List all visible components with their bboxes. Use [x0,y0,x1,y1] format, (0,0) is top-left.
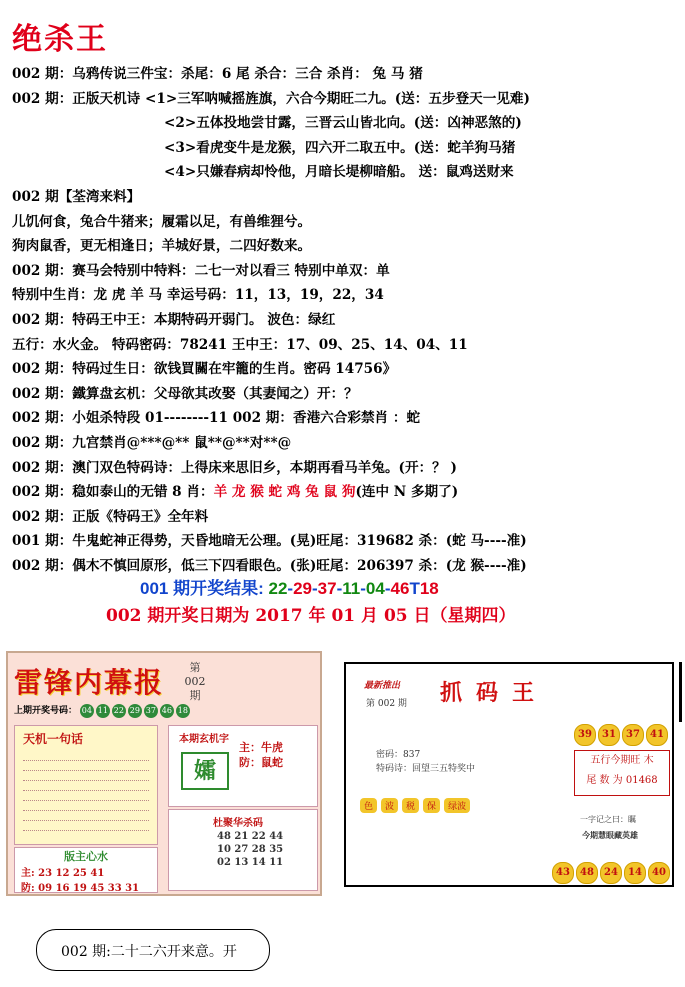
xuanji-picks [239,740,283,770]
zhuama-tag: 最新推出 [364,681,401,691]
result-num-3: 37 [317,579,337,598]
shama-row: 48 21 22 44 [217,831,284,842]
line-18 [12,480,682,505]
note-line: 今期慧眼藏英雄 [582,830,638,840]
chip: 保 [423,798,440,813]
ball-label: 上期开奖号码： [14,706,78,716]
line-21: 002 期：偶木不慎回原形，低三下四看眼色。(张)旺尾：206397 杀：(龙 猴----准) [12,557,527,574]
leifeng-panel [6,651,322,896]
result-dash: - [360,579,366,598]
wuxing-box [574,750,670,796]
draw-result [140,574,439,599]
wuxing-line: 五行今期旺 木 [590,755,654,766]
shama-row: 10 27 28 35 [217,844,284,855]
issue-a: 第 [189,661,201,674]
line-1: 002 期：乌鸦传说三件宝：杀尾：6 尾 杀合：三合 杀肖： 兔 马 猪 [12,66,423,82]
pw-value: 837 [403,750,421,760]
line-4: <3>看虎变牛是龙猴，四六开二取五中。(送：蛇羊狗马猪 [164,139,516,156]
content-lines [12,62,682,578]
chip: 税 [402,798,419,813]
line-14: 002 期：鐵算盘玄机：父母欲其改娶（其妻闻之）开：？ [12,385,358,402]
eight-zodiac-tail: (连中 N 多期了) [355,484,459,501]
te-label: 特码诗： [376,764,413,774]
divider-line [679,662,682,722]
cloud-bubble [36,929,270,971]
banzhu-box [14,847,158,893]
result-num-5: 04 [365,579,385,598]
ball: 18 [176,704,190,718]
xuanji-alt: 防：鼠蛇 [239,756,283,769]
pw-label: 密码： [376,750,404,760]
cloud-text: 002 期:二十二六开来意。开 [61,944,237,960]
tianji-box [14,725,158,845]
line-13: 002 期：特码过生日：欲钱買關在牢籠的生肖。密码 14756》 [12,361,397,378]
leifeng-issue [180,661,210,703]
xuanji-char: 孀 [181,752,229,790]
line-19: 002 期：正版《特码王》全年料 [12,508,209,525]
result-dash: - [384,579,391,598]
xuanji-box [168,725,318,807]
result-num-4: 11 [342,579,361,598]
result-prefix: 001 期开奖结果: [140,579,269,598]
ball: 29 [128,704,142,718]
line-3: <2>五体投地尝甘露，三晋云山皆北向。(送：凶神恶煞的) [164,115,522,132]
bottom-num: 14 [624,862,646,884]
page-title: 绝杀王 [12,22,108,57]
tianji-title: 天机一句话 [23,732,84,746]
line-5: <4>只嫌春病却怜他，月暗长堤柳暗船。 送：鼠鸡送财来 [164,164,514,181]
line-9: 002 期：赛马会特别中特料：二七一对以看三 特别中单双：单 [12,262,390,279]
draw-date: 002 期开奖日期为 2017 年 01 月 05 日（星期四） [106,606,516,626]
line-17: 002 期：澳门双色特码诗：上得床来思旧乡，本期再看马羊兔。(开：？ ) [12,459,457,476]
ball: 22 [112,704,126,718]
top-num: 41 [646,724,668,746]
line-7: 儿饥何食，兔合牛猪来；履霜以足，有兽维狸兮。 [12,213,312,230]
shama-box [168,809,318,891]
shama-title: 杜聚华杀码 [213,818,263,829]
zhuama-title: 抓码王 [440,680,549,706]
result-num-7: 18 [419,579,439,598]
ball: 04 [80,704,94,718]
line-15: 002 期：小姐杀特段 01--------11 002 期：香港六合彩禁肖 ：蛇 [12,410,421,427]
top-num: 31 [598,724,620,746]
tail-line: 尾 数 为 01468 [586,775,658,786]
top-num: 39 [574,724,596,746]
chip: 波 [381,798,398,813]
line-6: 002 期【荃湾来料】 [12,188,141,205]
result-dash: - [336,579,343,598]
shama-numbers [217,830,283,869]
line-10: 特别中生肖：龙 虎 羊 马 幸运号码：11，13，19，22，34 [12,287,384,304]
result-dash: - [287,579,294,598]
bottom-num: 40 [648,862,670,884]
banzhu-main: 主: 23 12 25 41 [21,868,105,879]
banzhu-alt: 防: 09 16 19 45 33 31 [21,883,140,894]
result-t: T [409,579,420,598]
eight-zodiac: 羊 龙 猴 蛇 鸡 兔 鼠 狗 [213,484,356,501]
xuanji-main: 主：牛虎 [239,741,283,754]
bottom-num: 48 [576,862,598,884]
top-num: 37 [622,724,644,746]
ball: 37 [144,704,158,718]
issue-b: 002 [184,675,206,688]
zhuama-issue: 第 002 期 [366,699,407,709]
line-11: 002 期：特码王中王：本期特码开弱门。 波色：绿红 [12,311,336,328]
shama-row: 02 13 14 11 [217,857,284,868]
te-value: 回望三五特奖中 [412,764,476,774]
line-8: 狗肉鼠香，更无相逢日；羊城好景，二四好数来。 [12,238,312,255]
color-chips [360,798,474,813]
line-16: 002 期：九宫禁肖@***@** 鼠**@**对**@ [12,434,292,451]
xuanji-title: 本期玄机字 [179,734,229,745]
leifeng-header: 雷锋内幕报 [14,666,165,699]
result-dash: - [312,579,318,598]
line-2: 002 期：正版天机诗 <1>三军呐喊摇旌旗，六合今期旺二九。(送：五步登天一见难) [12,90,530,107]
ball: 11 [96,704,110,718]
chip: 色 [360,798,377,813]
bottom-num: 24 [600,862,622,884]
result-num-6: 46 [390,579,410,598]
zhuama-panel [344,662,674,887]
bottom-num: 43 [552,862,574,884]
zhuama-password [376,748,475,776]
result-num-1: 22 [268,579,288,598]
ball: 46 [160,704,174,718]
line-12: 五行：水火金。 特码密码：78241 王中王：17、09、25、14、04、11 [12,336,468,353]
leifeng-balls [14,703,192,718]
line-20: 001 期：牛鬼蛇神正得势，天昏地暗无公理。(晃)旺尾：319682 杀：(蛇 马----准) [12,533,527,550]
banzhu-title: 版主心水 [64,850,108,863]
issue-c: 期 [189,689,201,702]
note-line: 一字记之曰：瞩 [580,815,636,824]
chip-extra: 绿波 [444,798,470,813]
result-num-2: 29 [293,579,312,598]
line-18-prefix: 002 期：稳如泰山的无错 8 肖： [12,484,214,501]
